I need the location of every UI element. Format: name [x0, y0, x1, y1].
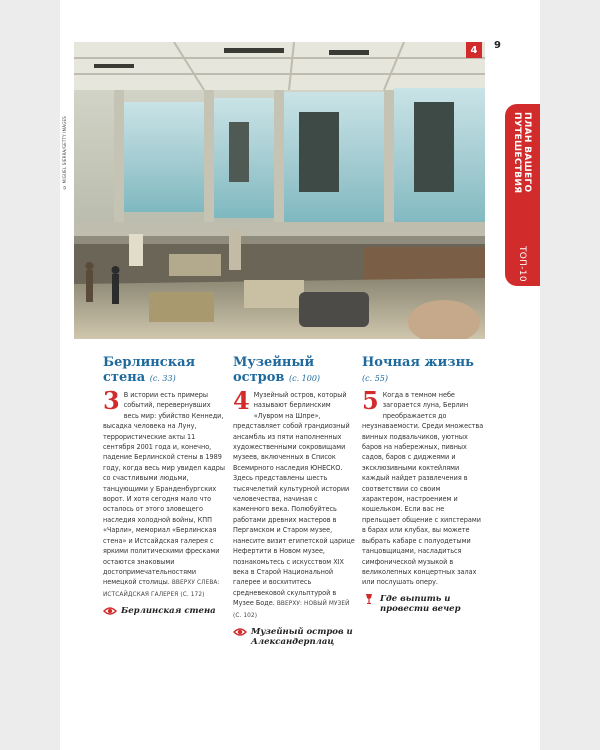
- section-museum-island: [233, 355, 355, 647]
- side-tab-label: [508, 112, 536, 282]
- section-body: [103, 386, 225, 600]
- see-section-link[interactable]: [103, 606, 225, 616]
- section-body: [233, 386, 355, 621]
- link-label: Музейный остров и Александерплац: [251, 626, 353, 647]
- page-reference: (с. 100): [288, 374, 321, 383]
- side-tab-title: ПЛАН ВАШЕГО ПУТЕШЕСТВИЯ: [512, 112, 532, 194]
- side-tab-subtitle: ТОП-10: [517, 246, 527, 282]
- section-title: [103, 355, 225, 386]
- section-body: [362, 386, 484, 588]
- section-title: [233, 355, 355, 386]
- section-text: В истории есть примеры событий, перевернувших весь мир: убийство Кеннеди, высадка человека на Луну, террористические акты 11 сентября 2001 года и, конечно, падение Берлинской стены в 1989 году, когда весь мир увидел кадры со счастливыми людьми, танцующими у Бранденбургских ворот. И хотя сегодня мало что осталось от этого зловещего наследия холодной войны, КПП «Чарли», мемориал «Берлинская стена» и Истсайдская галерея с яркими политическими фресками остаются знаковыми достопримечательностями немецкой столицы.: [103, 390, 225, 587]
- see-section-link[interactable]: [362, 594, 484, 614]
- rank-number: 5: [362, 386, 379, 415]
- page-number: 9: [494, 40, 501, 51]
- link-label: Берлинская стена: [121, 606, 216, 617]
- section-text: Музейный остров, который называют берлинским «Лувром на Шпре», представляет собой грандиозный ансамбль из пяти наполненных художественными сокровищами музеев, включенных в Список Всемирного наследия ЮНЕСКО. Здесь представлены шесть тысячелетий культурной истории человечества, начиная с каменного века. Полюбуйтесь работами древних мастеров в Пергамском и Старом музее, нанесите визит египетской царице Нефертити в Новом музее, познакомьтесь с искусством XIX века в Старой Национальной галерее и восхититесь средневековой скульптурой в Музее Боде.: [233, 390, 355, 608]
- section-badge: 4: [466, 42, 482, 58]
- museum-hall-photo: [74, 42, 485, 339]
- photo-credit: © MIGUEL SIERRA/GETTY IMAGES: [62, 116, 67, 190]
- eye-icon: [233, 627, 247, 637]
- section-berlin-wall: [103, 355, 225, 616]
- link-label: Где выпить и провести вечер: [380, 593, 461, 614]
- section-title-text: Берлинская стена: [103, 355, 196, 385]
- section-title-text: Музейный остров: [233, 355, 315, 385]
- photo-caption: ВВЕРХУ: НОВЫЙ МУЗЕЙ (С. 102): [233, 601, 350, 619]
- section-nightlife: [362, 355, 484, 614]
- page-reference: (с. 55): [362, 374, 388, 383]
- section-title: [362, 355, 484, 386]
- section-text: Когда в темном небе загорается луна, Берлин преображается до неузнаваемости. Среди множества винных подвальчиков, уютных баров на набережных, пивных садов, баров с диджеями и эксклюзивными коктейлями каждый найдет развлечения в соответствии со своим характером, настроением и кошельком. Если вас не прельщает общение с хипстерами в барах или клубах, вы можете выбрать кабаре с полуодетыми танцовщицами, насладиться симфонической музыкой в великолепных концертных залах или послушать оперу.: [362, 390, 484, 587]
- see-section-link[interactable]: [233, 627, 355, 647]
- rank-number: 4: [233, 386, 250, 415]
- eye-icon: [103, 606, 117, 616]
- page-reference: (с. 33): [149, 374, 176, 383]
- rank-number: 3: [103, 386, 120, 415]
- photo-caption: ВВЕРХУ СЛЕВА: ИСТСАЙДСКАЯ ГАЛЕРЕЯ (С. 172): [103, 580, 220, 598]
- section-title-text: Ночная жизнь: [362, 355, 474, 370]
- wine-glass-icon: [362, 594, 376, 604]
